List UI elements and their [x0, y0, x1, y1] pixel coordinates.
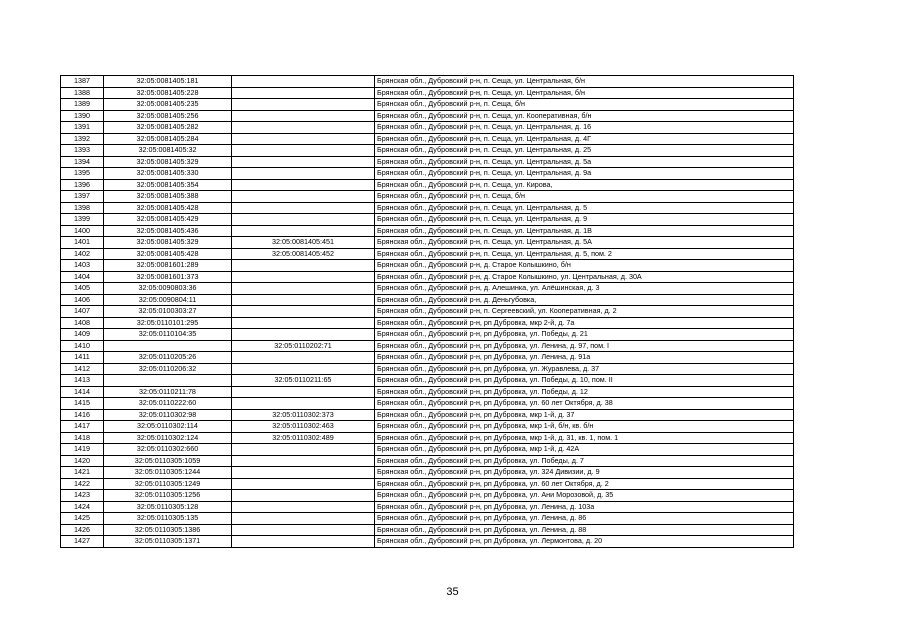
row-number-cell: 1418	[61, 432, 104, 444]
address-cell: Брянская обл., Дубровский р-н, рп Дубровка, ул. Ленина, д. 103а	[375, 501, 794, 513]
secondary-cadastral-number-cell	[232, 363, 375, 375]
address-cell: Брянская обл., Дубровский р-н, п. Сеща, ул. Центральная, д. 9а	[375, 168, 794, 180]
secondary-cadastral-number-cell	[232, 122, 375, 134]
cadastral-number-cell: 32:05:0081405:428	[104, 202, 232, 214]
row-number-cell: 1408	[61, 317, 104, 329]
row-number-cell: 1399	[61, 214, 104, 226]
table-row	[61, 398, 794, 410]
cadastral-number-cell: 32:05:0100303:27	[104, 306, 232, 318]
cadastral-number-cell: 32:05:0110305:128	[104, 501, 232, 513]
cadastral-number-cell: 32:05:0081405:428	[104, 248, 232, 260]
table-row	[61, 271, 794, 283]
cadastral-number-cell: 32:05:0110302:660	[104, 444, 232, 456]
table-row	[61, 133, 794, 145]
cadastral-number-cell	[104, 375, 232, 387]
row-number-cell: 1403	[61, 260, 104, 272]
row-number-cell: 1398	[61, 202, 104, 214]
address-cell: Брянская обл., Дубровский р-н, п. Сеща, ул. Центральная, д. 4Г	[375, 133, 794, 145]
secondary-cadastral-number-cell: 32:05:0081405:451	[232, 237, 375, 249]
address-cell: Брянская обл., Дубровский р-н, п. Сеща, ул. Кирова,	[375, 179, 794, 191]
address-cell: Брянская обл., Дубровский р-н, п. Сеща, ул. Центральная, д. 5, пом. 2	[375, 248, 794, 260]
cadastral-number-cell: 32:05:0110206:32	[104, 363, 232, 375]
table-row	[61, 352, 794, 364]
cadastral-number-cell: 32:05:0081405:228	[104, 87, 232, 99]
cadastral-number-cell: 32:05:0110302:98	[104, 409, 232, 421]
row-number-cell: 1424	[61, 501, 104, 513]
table-row	[61, 179, 794, 191]
secondary-cadastral-number-cell	[232, 99, 375, 111]
table-row	[61, 145, 794, 157]
row-number-cell: 1409	[61, 329, 104, 341]
secondary-cadastral-number-cell	[232, 110, 375, 122]
secondary-cadastral-number-cell: 32:05:0081405:452	[232, 248, 375, 260]
secondary-cadastral-number-cell	[232, 478, 375, 490]
address-cell: Брянская обл., Дубровский р-н, рп Дубровка, мкр 1-й, д. 37	[375, 409, 794, 421]
row-number-cell: 1402	[61, 248, 104, 260]
cadastral-number-cell: 32:05:0110211:78	[104, 386, 232, 398]
address-cell: Брянская обл., Дубровский р-н, п. Сеща, ул. Центральная, д. 1В	[375, 225, 794, 237]
address-cell: Брянская обл., Дубровский р-н, д. Алешинка, ул. Алёшинская, д. 3	[375, 283, 794, 295]
table-row	[61, 329, 794, 341]
table-row	[61, 490, 794, 502]
address-cell: Брянская обл., Дубровский р-н, п. Сеща, ул. Центральная, д. 25	[375, 145, 794, 157]
secondary-cadastral-number-cell	[232, 386, 375, 398]
row-number-cell: 1393	[61, 145, 104, 157]
table-row	[61, 409, 794, 421]
cadastral-number-cell: 32:05:0110302:114	[104, 421, 232, 433]
address-cell: Брянская обл., Дубровский р-н, рп Дубровка, ул. 60 лет Октября, д. 38	[375, 398, 794, 410]
page-number: 35	[446, 586, 459, 598]
cadastral-number-cell: 32:05:0081405:429	[104, 214, 232, 226]
row-number-cell: 1425	[61, 513, 104, 525]
table-row	[61, 214, 794, 226]
table-row	[61, 237, 794, 249]
table-row	[61, 76, 794, 88]
row-number-cell: 1395	[61, 168, 104, 180]
cadastral-number-cell: 32:05:0110104:35	[104, 329, 232, 341]
row-number-cell: 1392	[61, 133, 104, 145]
registry-table	[60, 75, 794, 548]
row-number-cell: 1421	[61, 467, 104, 479]
table-row	[61, 340, 794, 352]
row-number-cell: 1420	[61, 455, 104, 467]
secondary-cadastral-number-cell: 32:05:0110302:489	[232, 432, 375, 444]
table-row	[61, 225, 794, 237]
address-cell: Брянская обл., Дубровский р-н, д. Деньгубовка,	[375, 294, 794, 306]
address-cell: Брянская обл., Дубровский р-н, п. Сеща, ул. Центральная, д. 5а	[375, 156, 794, 168]
row-number-cell: 1389	[61, 99, 104, 111]
cadastral-number-cell: 32:05:0110305:1059	[104, 455, 232, 467]
address-cell: Брянская обл., Дубровский р-н, рп Дубровка, ул. Победы, д. 7	[375, 455, 794, 467]
address-cell: Брянская обл., Дубровский р-н, рп Дубровка, ул. Победы, д. 10, пом. II	[375, 375, 794, 387]
row-number-cell: 1413	[61, 375, 104, 387]
table-row	[61, 202, 794, 214]
cadastral-number-cell: 32:05:0110205:26	[104, 352, 232, 364]
cadastral-number-cell	[104, 340, 232, 352]
cadastral-number-cell: 32:05:0090804:11	[104, 294, 232, 306]
table-row	[61, 513, 794, 525]
address-cell: Брянская обл., Дубровский р-н, п. Сеща, б/н	[375, 191, 794, 203]
row-number-cell: 1404	[61, 271, 104, 283]
address-cell: Брянская обл., Дубровский р-н, п. Сеща, ул. Центральная, б/н	[375, 76, 794, 88]
address-cell: Брянская обл., Дубровский р-н, п. Сеща, ул. Центральная, д. 5А	[375, 237, 794, 249]
table-row	[61, 478, 794, 490]
secondary-cadastral-number-cell: 32:05:0110302:373	[232, 409, 375, 421]
secondary-cadastral-number-cell	[232, 133, 375, 145]
secondary-cadastral-number-cell	[232, 501, 375, 513]
cadastral-number-cell: 32:05:0110302:124	[104, 432, 232, 444]
secondary-cadastral-number-cell	[232, 283, 375, 295]
row-number-cell: 1406	[61, 294, 104, 306]
row-number-cell: 1415	[61, 398, 104, 410]
address-cell: Брянская обл., Дубровский р-н, рп Дубровка, ул. Победы, д. 12	[375, 386, 794, 398]
table-row	[61, 467, 794, 479]
table-row	[61, 294, 794, 306]
cadastral-number-cell: 32:05:0110222:60	[104, 398, 232, 410]
cadastral-number-cell: 32:05:0110305:1256	[104, 490, 232, 502]
secondary-cadastral-number-cell	[232, 271, 375, 283]
address-cell: Брянская обл., Дубровский р-н, рп Дубровка, ул. Ленина, д. 97, пом. I	[375, 340, 794, 352]
secondary-cadastral-number-cell	[232, 214, 375, 226]
cadastral-number-cell: 32:05:0081405:330	[104, 168, 232, 180]
cadastral-number-cell: 32:05:0081405:235	[104, 99, 232, 111]
table-row	[61, 317, 794, 329]
row-number-cell: 1405	[61, 283, 104, 295]
cadastral-number-cell: 32:05:0110305:1386	[104, 524, 232, 536]
secondary-cadastral-number-cell: 32:05:0110302:463	[232, 421, 375, 433]
row-number-cell: 1410	[61, 340, 104, 352]
address-cell: Брянская обл., Дубровский р-н, рп Дубровка, мкр 1-й, д. 31, кв. 1, пом. 1	[375, 432, 794, 444]
secondary-cadastral-number-cell	[232, 317, 375, 329]
row-number-cell: 1423	[61, 490, 104, 502]
row-number-cell: 1419	[61, 444, 104, 456]
secondary-cadastral-number-cell	[232, 455, 375, 467]
table-row	[61, 386, 794, 398]
address-cell: Брянская обл., Дубровский р-н, д. Старое Колышкино, ул. Центральная, д. 30А	[375, 271, 794, 283]
row-number-cell: 1388	[61, 87, 104, 99]
address-cell: Брянская обл., Дубровский р-н, д. Старое Колышкино, б/н	[375, 260, 794, 272]
row-number-cell: 1397	[61, 191, 104, 203]
row-number-cell: 1417	[61, 421, 104, 433]
table-row	[61, 501, 794, 513]
cadastral-number-cell: 32:05:0081405:354	[104, 179, 232, 191]
table-row	[61, 432, 794, 444]
address-cell: Брянская обл., Дубровский р-н, п. Сеща, ул. Кооперативная, б/н	[375, 110, 794, 122]
table-row	[61, 99, 794, 111]
address-cell: Брянская обл., Дубровский р-н, рп Дубровка, ул. Лермонтова, д. 20	[375, 536, 794, 548]
address-cell: Брянская обл., Дубровский р-н, рп Дубровка, ул. Победы, д. 21	[375, 329, 794, 341]
address-cell: Брянская обл., Дубровский р-н, рп Дубровка, ул. Ани Морозовой, д. 35	[375, 490, 794, 502]
table-row	[61, 156, 794, 168]
table-row	[61, 455, 794, 467]
cadastral-number-cell: 32:05:0110305:1244	[104, 467, 232, 479]
cadastral-number-cell: 32:05:0081405:329	[104, 156, 232, 168]
cadastral-number-cell: 32:05:0110101:295	[104, 317, 232, 329]
row-number-cell: 1426	[61, 524, 104, 536]
cadastral-number-cell: 32:05:0081601:289	[104, 260, 232, 272]
table-row	[61, 283, 794, 295]
cadastral-number-cell: 32:05:0081405:436	[104, 225, 232, 237]
cadastral-number-cell: 32:05:0081405:329	[104, 237, 232, 249]
row-number-cell: 1427	[61, 536, 104, 548]
row-number-cell: 1400	[61, 225, 104, 237]
secondary-cadastral-number-cell	[232, 536, 375, 548]
secondary-cadastral-number-cell	[232, 260, 375, 272]
address-cell: Брянская обл., Дубровский р-н, рп Дубровка, ул. Журавлева, д. 37	[375, 363, 794, 375]
secondary-cadastral-number-cell	[232, 398, 375, 410]
secondary-cadastral-number-cell	[232, 467, 375, 479]
secondary-cadastral-number-cell	[232, 306, 375, 318]
secondary-cadastral-number-cell	[232, 352, 375, 364]
cadastral-number-cell: 32:05:0081405:284	[104, 133, 232, 145]
row-number-cell: 1411	[61, 352, 104, 364]
cadastral-number-cell: 32:05:0081405:282	[104, 122, 232, 134]
secondary-cadastral-number-cell	[232, 490, 375, 502]
table-row	[61, 110, 794, 122]
secondary-cadastral-number-cell	[232, 329, 375, 341]
secondary-cadastral-number-cell	[232, 444, 375, 456]
address-cell: Брянская обл., Дубровский р-н, рп Дубровка, мкр 2-й, д. 7а	[375, 317, 794, 329]
secondary-cadastral-number-cell	[232, 156, 375, 168]
address-cell: Брянская обл., Дубровский р-н, рп Дубровка, ул. Ленина, д. 88	[375, 524, 794, 536]
table-row	[61, 191, 794, 203]
secondary-cadastral-number-cell	[232, 294, 375, 306]
row-number-cell: 1387	[61, 76, 104, 88]
table-row	[61, 248, 794, 260]
row-number-cell: 1401	[61, 237, 104, 249]
secondary-cadastral-number-cell	[232, 225, 375, 237]
row-number-cell: 1416	[61, 409, 104, 421]
secondary-cadastral-number-cell	[232, 145, 375, 157]
table-row	[61, 122, 794, 134]
address-cell: Брянская обл., Дубровский р-н, п. Сеща, ул. Центральная, д. 9	[375, 214, 794, 226]
secondary-cadastral-number-cell	[232, 191, 375, 203]
address-cell: Брянская обл., Дубровский р-н, п. Сеща, ул. Центральная, б/н	[375, 87, 794, 99]
table-row	[61, 306, 794, 318]
cadastral-number-cell: 32:05:0081405:181	[104, 76, 232, 88]
cadastral-number-cell: 32:05:0081405:388	[104, 191, 232, 203]
table-row	[61, 363, 794, 375]
secondary-cadastral-number-cell	[232, 524, 375, 536]
secondary-cadastral-number-cell	[232, 202, 375, 214]
row-number-cell: 1414	[61, 386, 104, 398]
row-number-cell: 1394	[61, 156, 104, 168]
row-number-cell: 1396	[61, 179, 104, 191]
address-cell: Брянская обл., Дубровский р-н, рп Дубровка, мкр 1-й, б/н, кв. б/н	[375, 421, 794, 433]
cadastral-number-cell: 32:05:0110305:1371	[104, 536, 232, 548]
cadastral-number-cell: 32:05:0090803:36	[104, 283, 232, 295]
row-number-cell: 1422	[61, 478, 104, 490]
secondary-cadastral-number-cell	[232, 168, 375, 180]
cadastral-number-cell: 32:05:0110305:135	[104, 513, 232, 525]
table-row	[61, 375, 794, 387]
secondary-cadastral-number-cell	[232, 179, 375, 191]
cadastral-number-cell: 32:05:0081405:32	[104, 145, 232, 157]
table-row	[61, 524, 794, 536]
address-cell: Брянская обл., Дубровский р-н, рп Дубровка, ул. Ленина, д. 91а	[375, 352, 794, 364]
address-cell: Брянская обл., Дубровский р-н, рп Дубровка, ул. 324 Дивизии, д. 9	[375, 467, 794, 479]
secondary-cadastral-number-cell	[232, 87, 375, 99]
address-cell: Брянская обл., Дубровский р-н, п. Сеща, ул. Центральная, д. 16	[375, 122, 794, 134]
table-row	[61, 168, 794, 180]
secondary-cadastral-number-cell	[232, 513, 375, 525]
secondary-cadastral-number-cell: 32:05:0110211:65	[232, 375, 375, 387]
row-number-cell: 1407	[61, 306, 104, 318]
cadastral-number-cell: 32:05:0110305:1249	[104, 478, 232, 490]
address-cell: Брянская обл., Дубровский р-н, п. Сеща, ул. Центральная, д. 5	[375, 202, 794, 214]
row-number-cell: 1391	[61, 122, 104, 134]
table-row	[61, 87, 794, 99]
row-number-cell: 1390	[61, 110, 104, 122]
address-cell: Брянская обл., Дубровский р-н, п. Сеща, б/н	[375, 99, 794, 111]
table-row	[61, 260, 794, 272]
address-cell: Брянская обл., Дубровский р-н, рп Дубровка, мкр 1-й, д. 42А	[375, 444, 794, 456]
table-row	[61, 536, 794, 548]
table-row	[61, 421, 794, 433]
row-number-cell: 1412	[61, 363, 104, 375]
cadastral-number-cell: 32:05:0081601:373	[104, 271, 232, 283]
address-cell: Брянская обл., Дубровский р-н, п. Сергеевский, ул. Кооперативная, д. 2	[375, 306, 794, 318]
cadastral-number-cell: 32:05:0081405:256	[104, 110, 232, 122]
secondary-cadastral-number-cell: 32:05:0110202:71	[232, 340, 375, 352]
registry-table-body	[61, 76, 794, 548]
address-cell: Брянская обл., Дубровский р-н, рп Дубровка, ул. 60 лет Октября, д. 2	[375, 478, 794, 490]
table-row	[61, 444, 794, 456]
secondary-cadastral-number-cell	[232, 76, 375, 88]
address-cell: Брянская обл., Дубровский р-н, рп Дубровка, ул. Ленина, д. 86	[375, 513, 794, 525]
